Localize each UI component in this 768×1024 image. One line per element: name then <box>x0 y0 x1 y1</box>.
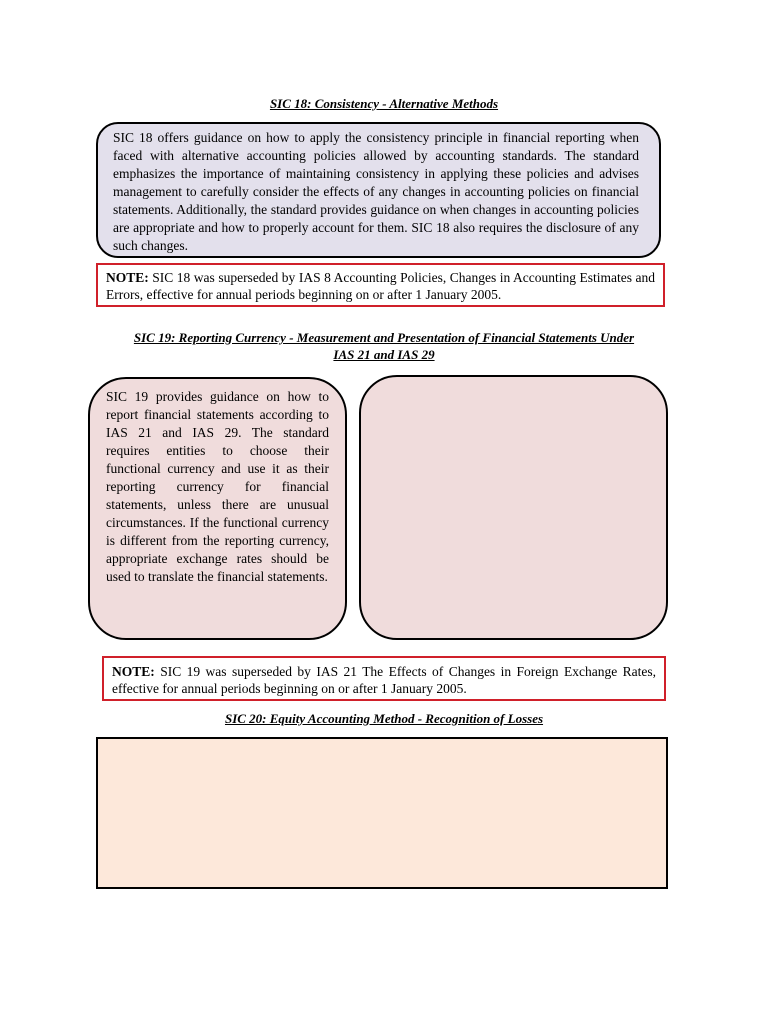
sic19-heading-line1: SIC 19: Reporting Currency - Measurement and Presentation of Financial Statements Under <box>133 330 635 345</box>
sic19-note-text: SIC 19 was superseded by IAS 21 The Effects of Changes in Foreign Exchange Rates, effective for annual periods beginning on or after 1 January 2005. <box>112 664 656 696</box>
sic19-note <box>102 656 666 701</box>
sic18-summary-box <box>96 122 661 258</box>
sic18-note-label: NOTE: <box>106 270 149 285</box>
sic19-summary-text: SIC 19 provides guidance on how to report financial statements according to IAS 21 and IAS 29. The standard requires entities to choose their functional currency and use it as their reporting currency for financial statements, unless there are unusual circumstances. If the functional currency is different from the reporting currency, appropriate exchange rates should be used to translate the financial statements. <box>106 389 329 584</box>
sic18-heading: SIC 18: Consistency - Alternative Methods <box>269 96 499 111</box>
sic20-empty-box <box>96 737 668 889</box>
sic19-summary-box <box>88 377 347 640</box>
sic19-heading-line2: IAS 21 and IAS 29 <box>333 347 435 362</box>
sic18-note-text: SIC 18 was superseded by IAS 8 Accounting Policies, Changes in Accounting Estimates and Errors, effective for annual periods beginning on or after 1 January 2005. <box>106 270 655 302</box>
sic20-heading: SIC 20: Equity Accounting Method - Recognition of Losses <box>224 711 544 726</box>
sic19-note-label: NOTE: <box>112 664 155 679</box>
sic19-empty-box <box>359 375 668 640</box>
sic18-summary-text: SIC 18 offers guidance on how to apply the consistency principle in financial reporting when faced with alternative accounting policies allowed by accounting standards. The standard emphasizes the importance of maintaining consistency in applying these policies and advises management to carefully consider the effects of any changes in accounting policies on financial statements. Additionally, the standard provides guidance on when changes in accounting policies are appropriate and how to properly account for them. SIC 18 also requires the disclosure of any such changes. <box>113 130 639 253</box>
sic18-note <box>96 263 665 307</box>
